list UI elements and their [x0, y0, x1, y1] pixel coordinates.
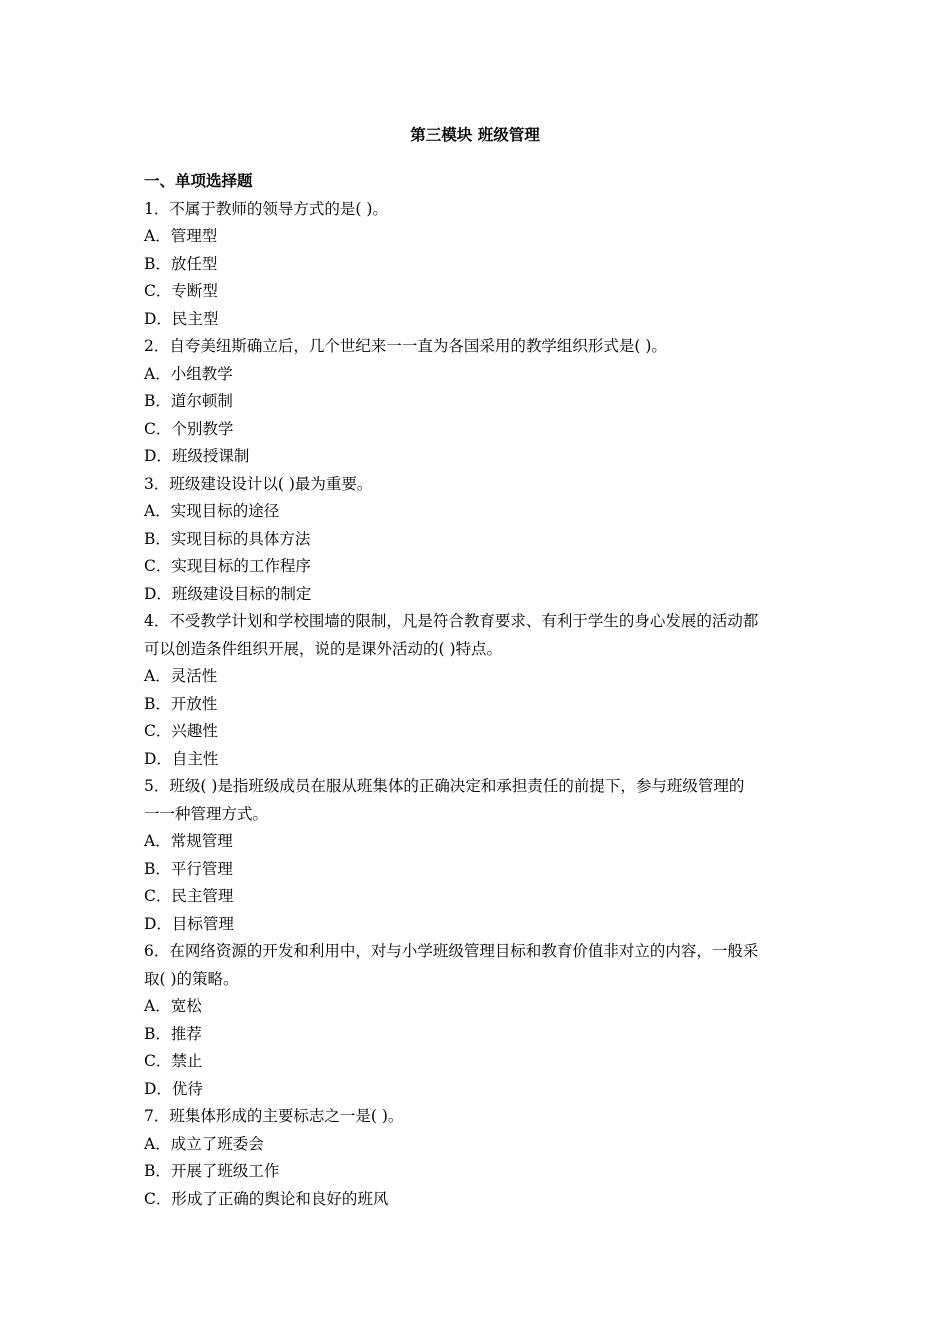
answer-option: A．管理型: [144, 227, 218, 245]
answer-option: B．推荐: [144, 1024, 202, 1043]
section-heading: 一、单项选择题: [144, 172, 253, 190]
answer-option: C．个别教学: [144, 419, 234, 438]
answer-option: B．开放性: [144, 694, 218, 713]
answer-option: A．灵活性: [144, 667, 218, 685]
question-stem-line: 5．班级( )是指班级成员在服从班集体的正确决定和承担责任的前提下，参与班级管理的: [144, 777, 745, 795]
answer-option: A．常规管理: [144, 832, 233, 850]
question-stem-line: 取( )的策略。: [144, 969, 239, 988]
answer-option: D．优待: [144, 1079, 203, 1098]
question-stem: 2．自夸美纽斯确立后，几个世纪来一一直为各国采用的教学组织形式是( )。: [144, 337, 667, 355]
answer-option: B．开展了班级工作: [144, 1162, 280, 1180]
answer-option: D．目标管理: [144, 914, 234, 933]
answer-option: D．民主型: [144, 309, 219, 328]
answer-option: B．平行管理: [144, 859, 233, 878]
answer-option: D．自主性: [144, 749, 219, 768]
answer-option: A．实现目标的途径: [144, 502, 280, 520]
answer-option: C．兴趣性: [144, 722, 218, 740]
answer-option: C．实现目标的工作程序: [144, 557, 311, 575]
answer-option: A．小组教学: [144, 364, 233, 383]
question-stem-line: 4．不受教学计划和学校围墙的限制，凡是符合教育要求、有利于学生的身心发展的活动都: [144, 612, 759, 630]
answer-option: A．成立了班委会: [144, 1134, 264, 1153]
answer-option: C．形成了正确的舆论和良好的班风: [144, 1189, 389, 1208]
answer-option: B．道尔顿制: [144, 392, 233, 410]
question-stem-line: 可以创造条件组织开展，说的是课外活动的( )特点。: [144, 639, 503, 658]
answer-option: C．民主管理: [144, 887, 234, 905]
question-list: [144, 196, 812, 1214]
question-stem-line: 6．在网络资源的开发和利用中，对与小学班级管理目标和教育价值非对立的内容，一般采: [144, 942, 759, 960]
answer-option: C．专断型: [144, 282, 218, 300]
answer-option: A．宽松: [144, 997, 202, 1015]
question-stem: 7．班集体形成的主要标志之一是( )。: [144, 1107, 404, 1125]
question-stem-line: 一一种管理方式。: [144, 804, 269, 823]
answer-option: B．放任型: [144, 254, 218, 273]
page-title: 第三模块 班级管理: [410, 126, 540, 144]
question-stem: 3．班级建设设计以( )最为重要。: [144, 474, 373, 493]
answer-option: D．班级建设目标的制定: [144, 584, 312, 603]
answer-option: C．禁止: [144, 1052, 203, 1070]
question-stem: 1．不属于教师的领导方式的是( )。: [144, 199, 388, 218]
answer-option: B．实现目标的具体方法: [144, 529, 311, 548]
answer-option: D．班级授课制: [144, 447, 250, 465]
